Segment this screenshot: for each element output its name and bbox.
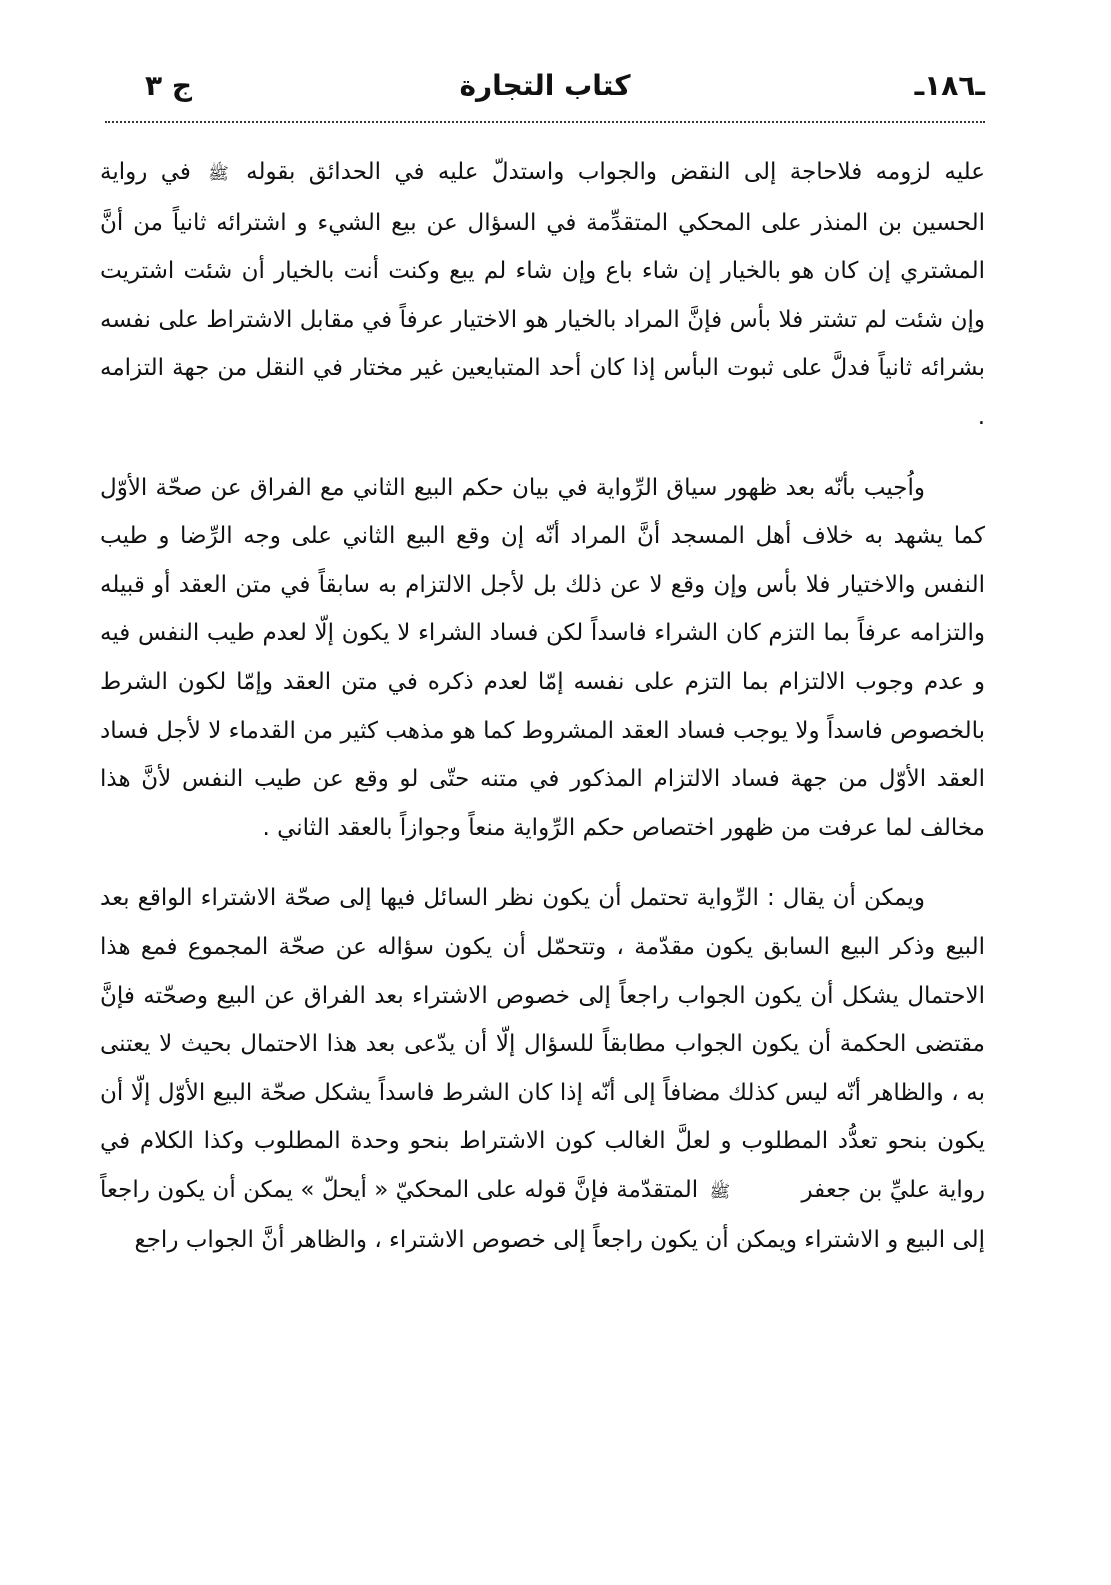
paragraph-3 (100, 874, 985, 1265)
book-title: كتاب التجارة (459, 69, 631, 102)
page-number: ـ١٨٦ـ (914, 69, 985, 102)
paragraph-2: واُجيب بأنّه بعد ظهور سياق الرِّواية في بيان حكم البيع الثاني مع الفراق عن صحّة الأوّل كما يشهد به خلاف أهل المسجد أنَّ المراد أنّه إن وقع البيع الثاني على وجه الرِّضا و طيب النفس والاختيار فلا بأس وإن وقع لا عن ذلك بل لأجل الالتزام به سابقاً في متن العقد أو قبيله والتزامه عرفاً بما التزم كان الشراء فاسداً لكن فساد الشراء لا يكون إلّا لعدم طيب النفس فيه و عدم وجوب الالتزام بما التزم على نفسه إمّا لعدم ذكره في متن العقد وإمّا لكون الشرط بالخصوص فاسداً ولا يوجب فساد العقد المشروط كما هو مذهب كثير من القدماء لا لأجل فساد العقد الأوّل من جهة فساد الالتزام المذكور في متنه حتّى لو وقع عن طيب النفس لأنَّ هذا مخالف لما عرفت من ظهور اختصاص حكم الرِّواية منعاً وجوازاً بالعقد الثاني . (100, 474, 985, 841)
paragraph-1 (100, 148, 985, 442)
page-body (100, 148, 985, 1265)
honorific-mark-icon-2: ﷺ (709, 1181, 731, 1202)
paragraph-3-text-a: ويمكن أن يقال : الرِّواية تحتمل أن يكون نظر السائل فيها إلى صحّة الاشتراء الواقع بعد البيع وذكر البيع السابق يكون مقدّمة ، وتتحمّل أن يكون سؤاله عن صحّة المجموع فمع هذا الاحتمال يشكل أن يكون الجواب راجعاً إلى خصوص الاشتراء بعد الفراق عن البيع وصحّته فإنَّ مقتضى الحكمة أن يكون الجواب مطابقاً للسؤال إلّا أن يدّعى بعد هذا الاحتمال بحيث لا يعتنى به ، والظاهر أنّه ليس كذلك مضافاً إلى أنّه إذا كان الشرط فاسداً يشكل صحّة البيع الأوّل إلّا أن يكون بنحو تعدُّد المطلوب و لعلَّ الغالب كون الاشتراط بنحو وحدة المطلوب وكذا الكلام في رواية عليِّ بن جعفر (100, 885, 986, 1203)
page-header (105, 58, 985, 118)
paragraph-1-text-a: عليه لزومه فلاحاجة إلى النقض والجواب واستدلّ عليه في الحدائق بقوله (232, 159, 986, 185)
honorific-mark-icon: ﷺ (208, 164, 229, 184)
volume-label: ج ٣ (145, 69, 193, 102)
paragraph-3-text-b: المتقدّمة فإنَّ قوله على المحكيّ « أيحلّ » يمكن أن يكون راجعاً إلى البيع و الاشتراء ويمكن أن يكون راجعاً إلى خصوص الاشتراء ، والظاهر أنَّ الجواب راجع (100, 1176, 985, 1254)
header-divider (105, 121, 985, 123)
paragraph-1-text-b: في رواية الحسين بن المنذر على المحكي المتقدِّمة في السؤال عن بيع الشيء و اشترائه ثانياً من أنَّ المشتري إن كان هو بالخيار إن شاء باع وإن شاء لم يبع وكنت أنت بالخيار أن شئت اشتريت وإن شئت لم تشتر فلا بأس فإنَّ المراد بالخيار هو الاختيار عرفاً في مقابل الاشتراط على نفسه بشرائه ثانياً فدلَّ على ثبوت البأس إذا كان أحد المتبايعين غير مختار في النقل من جهة التزامه . (100, 159, 985, 430)
